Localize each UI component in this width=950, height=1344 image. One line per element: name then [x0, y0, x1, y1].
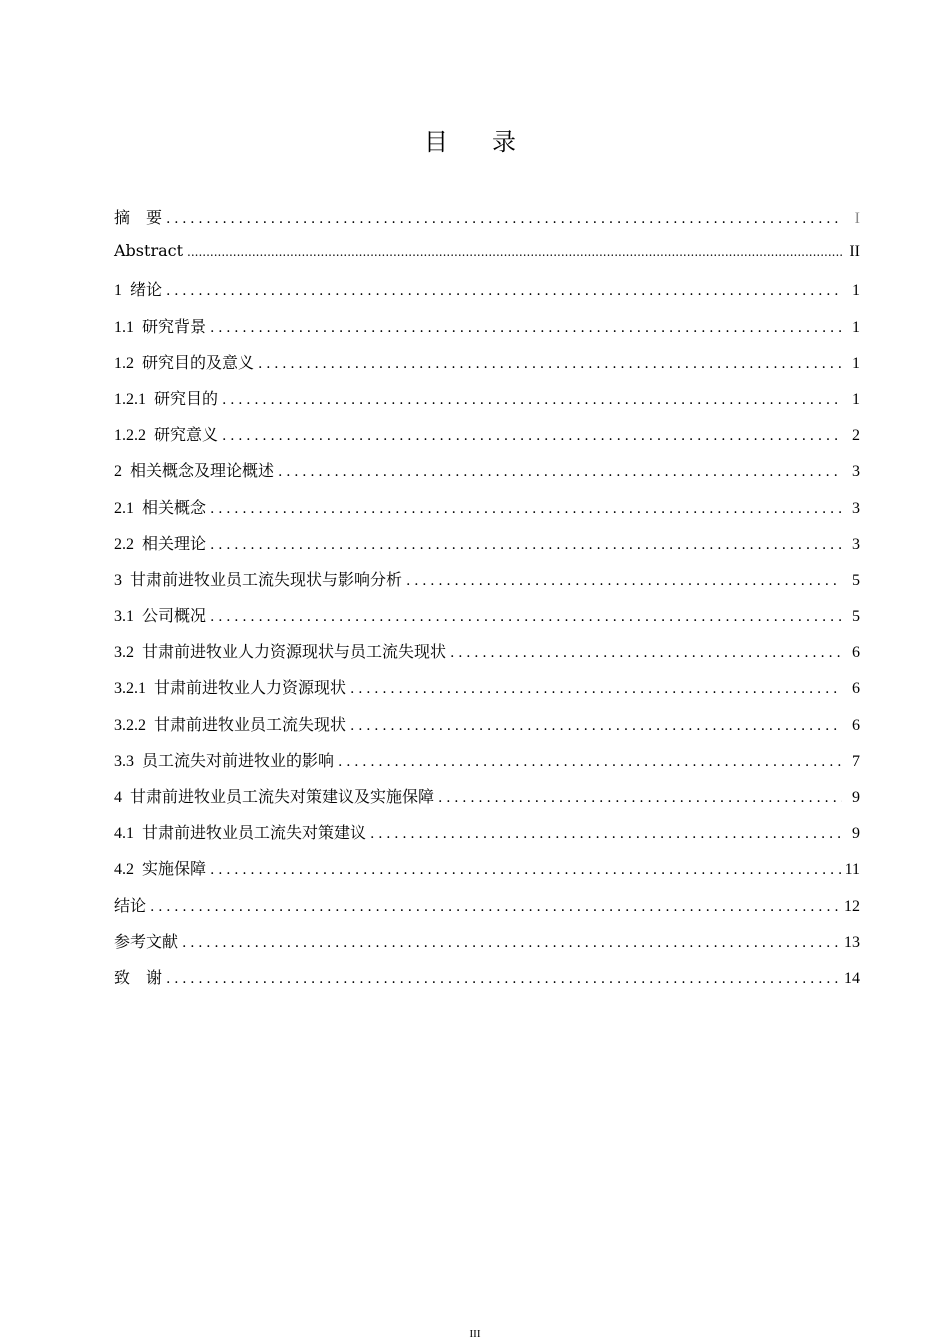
- toc-entry-page: 7: [852, 752, 860, 770]
- toc-entry[interactable]: [114, 675, 860, 711]
- toc-entry-label: 致 谢: [114, 967, 163, 987]
- toc-entry-label: 甘肃前进牧业员工流失对策建议: [142, 823, 367, 843]
- toc-leader-dots: [370, 826, 842, 842]
- toc-leader-dots: [210, 862, 841, 878]
- toc-leader-dots: [450, 645, 842, 661]
- toc-entry-page: 1: [852, 354, 860, 372]
- toc-entry-label: 实施保障: [142, 859, 207, 879]
- toc-entry[interactable]: [114, 712, 860, 748]
- toc-entry[interactable]: [114, 495, 860, 531]
- toc-entry-label: 甘肃前进牧业人力资源现状: [154, 678, 347, 698]
- toc-entry-page: 1: [852, 390, 860, 408]
- toc-entry-label: 甘肃前进牧业员工流失现状: [154, 714, 347, 734]
- table-of-contents: [114, 205, 860, 1001]
- toc-entry[interactable]: [114, 458, 860, 494]
- toc-entry-number: 4.1: [114, 825, 134, 843]
- toc-entry-page: 13: [844, 933, 860, 951]
- toc-entry[interactable]: [114, 531, 860, 567]
- toc-entry[interactable]: [114, 350, 860, 386]
- toc-entry[interactable]: [114, 386, 860, 422]
- toc-leader-dots: [210, 537, 842, 553]
- page-title: 目 录: [424, 128, 526, 156]
- toc-entry-label: 摘 要: [114, 208, 163, 227]
- toc-entry-label: 结论: [114, 895, 147, 915]
- toc-entry-label: 甘肃前进牧业员工流失对策建议及实施保障: [130, 787, 435, 806]
- toc-leader-dots: [222, 428, 842, 444]
- toc-entry-label: 甘肃前进牧业人力资源现状与员工流失现状: [142, 642, 447, 662]
- toc-entry-page: 6: [852, 716, 860, 734]
- toc-leader-dots: [210, 320, 842, 336]
- toc-entry-page: 1: [852, 282, 860, 300]
- toc-entry-label: 甘肃前进牧业员工流失现状与影响分析: [130, 569, 403, 589]
- toc-entry[interactable]: [114, 639, 860, 675]
- toc-entry-label: Abstract: [114, 241, 184, 261]
- toc-entry-label: 相关理论: [142, 533, 207, 553]
- toc-entry-label: 研究目的及意义: [142, 352, 255, 372]
- toc-entry[interactable]: [114, 893, 860, 929]
- toc-entry-label: 研究背景: [142, 316, 207, 336]
- toc-entry-number: 3.2: [114, 644, 134, 662]
- toc-entry-page: 14: [844, 969, 860, 987]
- toc-entry-label: 参考文献: [114, 931, 179, 951]
- toc-entry-number: 3.2.1: [114, 680, 146, 698]
- toc-entry-number: 3.2.2: [114, 716, 146, 734]
- toc-entry[interactable]: [114, 314, 860, 350]
- toc-entry-page: 9: [852, 825, 860, 843]
- toc-entry[interactable]: [114, 603, 860, 639]
- toc-entry-number: 1.1: [114, 318, 134, 336]
- toc-entry[interactable]: [114, 422, 860, 458]
- toc-leader-dots: [166, 971, 840, 987]
- toc-entry-label: 公司概况: [142, 606, 207, 626]
- toc-leader-dots: [278, 464, 842, 480]
- toc-entry-page: I: [854, 210, 860, 227]
- toc-entry-number: 2: [114, 463, 122, 481]
- toc-entry-label: 员工流失对前进牧业的影响: [142, 750, 335, 770]
- toc-entry[interactable]: [114, 820, 860, 856]
- toc-entry-page: 11: [844, 861, 860, 879]
- toc-leader-dots: [406, 573, 842, 589]
- toc-leader-dots: [258, 356, 842, 372]
- toc-entry-page: 6: [852, 644, 860, 662]
- toc-entry-page: 3: [852, 499, 860, 517]
- toc-entry-page: II: [849, 243, 860, 261]
- toc-entry-number: 4.2: [114, 861, 134, 879]
- toc-leader-dots: [210, 609, 842, 625]
- toc-entry[interactable]: [114, 567, 860, 603]
- toc-entry-page: 5: [852, 608, 860, 626]
- toc-entry-label: 相关概念及理论概述: [130, 461, 275, 481]
- toc-entry-label: 研究目的: [154, 388, 219, 408]
- toc-entry[interactable]: [114, 241, 860, 277]
- toc-entry-label: 相关概念: [142, 497, 207, 517]
- toc-entry-page: 3: [852, 463, 860, 481]
- toc-leader-dots: [438, 790, 842, 806]
- toc-entry-label: 研究意义: [154, 425, 219, 445]
- toc-entry-number: 1.2.1: [114, 390, 146, 408]
- toc-entry[interactable]: [114, 929, 860, 965]
- toc-leader-dots: [350, 681, 842, 697]
- toc-leader-dots: [166, 211, 842, 227]
- toc-leader-dots: [338, 754, 842, 770]
- toc-leader-dots: [150, 899, 840, 915]
- toc-entry[interactable]: [114, 277, 860, 313]
- toc-entry-number: 3.1: [114, 608, 134, 626]
- toc-entry-number: 1: [114, 282, 122, 300]
- toc-leader-dots: [187, 245, 842, 259]
- toc-entry[interactable]: [114, 205, 860, 241]
- toc-entry-page: 9: [852, 789, 860, 806]
- page-number-footer: III: [469, 1328, 481, 1340]
- toc-entry-page: 12: [844, 897, 860, 915]
- toc-entry-number: 2.1: [114, 499, 134, 517]
- toc-leader-dots: [210, 501, 842, 517]
- toc-leader-dots: [166, 283, 842, 299]
- toc-entry-page: 5: [852, 571, 860, 589]
- toc-leader-dots: [222, 392, 842, 408]
- toc-entry-page: 1: [852, 318, 860, 336]
- toc-entry-number: 3.3: [114, 752, 134, 770]
- toc-entry[interactable]: [114, 784, 860, 820]
- toc-entry-number: 1.2: [114, 354, 134, 372]
- toc-entry-number: 3: [114, 571, 122, 589]
- toc-entry-label: 绪论: [130, 280, 163, 300]
- toc-entry-page: 2: [852, 427, 860, 445]
- toc-entry-number: 2.2: [114, 535, 134, 553]
- toc-entry-page: 3: [852, 535, 860, 553]
- toc-entry-page: 6: [852, 680, 860, 698]
- toc-leader-dots: [350, 718, 842, 734]
- toc-entry[interactable]: [114, 965, 860, 1001]
- toc-entry-number: 4: [114, 789, 122, 806]
- toc-leader-dots: [182, 935, 840, 951]
- toc-entry-number: 1.2.2: [114, 427, 146, 445]
- toc-entry[interactable]: [114, 856, 860, 892]
- toc-entry[interactable]: [114, 748, 860, 784]
